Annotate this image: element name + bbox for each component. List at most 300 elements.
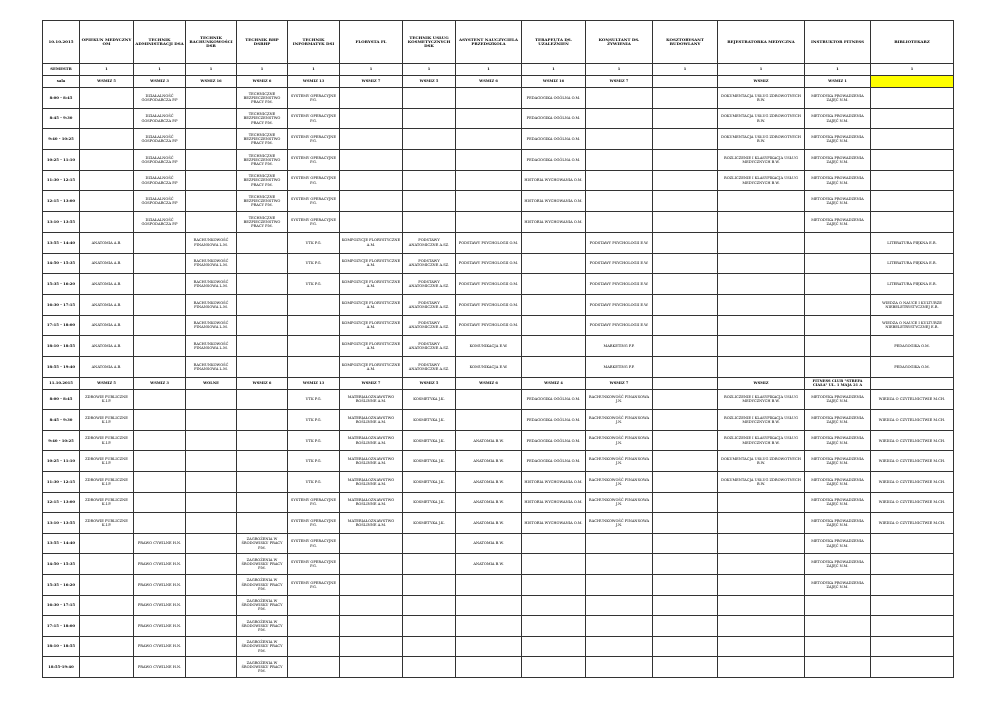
class-cell[interactable]: KOSMETYKA J.K. — [403, 410, 456, 431]
class-cell[interactable]: DZIAŁALNOŚĆ GOSPODARCZA P.P — [134, 129, 186, 150]
class-cell[interactable] — [522, 232, 586, 253]
class-cell[interactable]: PODSTAWY ANATOMICZNE A.SZ. — [403, 294, 456, 315]
class-cell[interactable]: PODSTAWY ANATOMICZNE A.SZ. — [403, 356, 456, 377]
class-cell[interactable]: METODYKA PROWADZENIA ZAJĘĆ N.M. — [805, 410, 871, 431]
class-cell[interactable]: LITERATURA PIĘKNA E.R. — [871, 253, 954, 274]
class-cell[interactable]: KOSMETYKA J.K. — [403, 389, 456, 410]
class-cell[interactable]: KOSMETYKA J.K. — [403, 513, 456, 534]
class-cell[interactable] — [237, 356, 288, 377]
class-cell[interactable]: DOKUMENTACJA USŁUG ZDROWOTNYCH B.W. — [718, 129, 805, 150]
class-cell[interactable]: SYSTEMY OPERACYJNE P.G. — [288, 513, 340, 534]
class-cell[interactable]: RACHUNKOWOŚĆ FINANSOWA L.M. — [186, 294, 237, 315]
class-cell[interactable] — [805, 356, 871, 377]
class-cell[interactable]: HISTORIA WYCHOWANIA O.M. — [522, 472, 586, 493]
class-cell[interactable]: MARKETING P.P. — [586, 356, 653, 377]
class-cell[interactable]: PRAWO CYWILNE H.N. — [134, 554, 186, 575]
class-cell[interactable] — [522, 315, 586, 336]
class-cell[interactable] — [718, 274, 805, 295]
class-cell[interactable] — [653, 595, 718, 616]
class-cell[interactable] — [653, 336, 718, 357]
class-cell[interactable] — [653, 410, 718, 431]
class-cell[interactable] — [134, 430, 186, 451]
class-cell[interactable] — [186, 533, 237, 554]
class-cell[interactable]: MATERIAŁOZNAWSTWO ROŚLINNE A.M. — [340, 492, 403, 513]
class-cell[interactable] — [586, 533, 653, 554]
class-cell[interactable] — [186, 636, 237, 657]
class-cell[interactable]: ANATOMIA A.B. — [80, 356, 134, 377]
class-cell[interactable]: HISTORIA WYCHOWANIA O.M. — [522, 212, 586, 233]
class-cell[interactable]: RACHUNKOWOŚĆ FINANSOWA L.M. — [186, 232, 237, 253]
class-cell[interactable] — [237, 232, 288, 253]
class-cell[interactable]: SYSTEMY OPERACYJNE P.G. — [288, 574, 340, 595]
class-cell[interactable] — [522, 554, 586, 575]
class-cell[interactable]: MATERIAŁOZNAWSTWO ROŚLINNE A.M. — [340, 451, 403, 472]
class-cell[interactable] — [718, 336, 805, 357]
class-cell[interactable]: RACHUNKOWOŚĆ FINANSOWA L.M. — [186, 356, 237, 377]
class-cell[interactable] — [871, 108, 954, 129]
class-cell[interactable] — [653, 294, 718, 315]
class-cell[interactable] — [186, 212, 237, 233]
class-cell[interactable] — [80, 574, 134, 595]
class-cell[interactable] — [186, 389, 237, 410]
class-cell[interactable] — [237, 274, 288, 295]
class-cell[interactable] — [522, 574, 586, 595]
class-cell[interactable] — [718, 232, 805, 253]
class-cell[interactable] — [340, 533, 403, 554]
class-cell[interactable]: WIEDZA O CZYTELNICTWIE M.CH. — [871, 472, 954, 493]
class-cell[interactable]: WIEDZA O CZYTELNICTWIE M.CH. — [871, 492, 954, 513]
class-cell[interactable]: PEDAGOGIKA OGÓLNA O.M. — [522, 451, 586, 472]
class-cell[interactable] — [456, 574, 522, 595]
class-cell[interactable] — [653, 554, 718, 575]
class-cell[interactable]: WIEDZA O CZYTELNICTWIE M.CH. — [871, 451, 954, 472]
class-cell[interactable]: WIEDZA O CZYTELNICTWIE M.CH. — [871, 513, 954, 534]
class-cell[interactable] — [186, 513, 237, 534]
class-cell[interactable]: KOMUNIKACJA E.W. — [456, 336, 522, 357]
class-cell[interactable]: KOSMETYKA J.K. — [403, 492, 456, 513]
class-cell[interactable]: KOMPOZYCJE FLORYSTYCZNE A.M. — [340, 315, 403, 336]
class-cell[interactable] — [653, 533, 718, 554]
class-cell[interactable] — [340, 191, 403, 212]
class-cell[interactable] — [522, 253, 586, 274]
class-cell[interactable]: SYSTEMY OPERACYJNE P.G. — [288, 108, 340, 129]
class-cell[interactable]: MATERIAŁOZNAWSTWO ROŚLINNE A.M. — [340, 430, 403, 451]
class-cell[interactable] — [653, 88, 718, 109]
class-cell[interactable] — [456, 595, 522, 616]
class-cell[interactable] — [522, 294, 586, 315]
class-cell[interactable] — [340, 150, 403, 171]
class-cell[interactable] — [80, 554, 134, 575]
class-cell[interactable] — [871, 150, 954, 171]
class-cell[interactable] — [340, 170, 403, 191]
class-cell[interactable]: UTK P.G. — [288, 430, 340, 451]
class-cell[interactable] — [805, 616, 871, 637]
class-cell[interactable]: WIEDZA O CZYTELNICTWIE M.CH. — [871, 430, 954, 451]
class-cell[interactable] — [340, 212, 403, 233]
class-cell[interactable]: HISTORIA WYCHOWANIA O.M. — [522, 513, 586, 534]
class-cell[interactable] — [522, 636, 586, 657]
class-cell[interactable] — [456, 389, 522, 410]
class-cell[interactable]: MATERIAŁOZNAWSTWO ROŚLINNE A.M. — [340, 389, 403, 410]
class-cell[interactable] — [80, 533, 134, 554]
class-cell[interactable] — [456, 636, 522, 657]
class-cell[interactable] — [186, 616, 237, 637]
class-cell[interactable] — [186, 150, 237, 171]
class-cell[interactable] — [237, 430, 288, 451]
class-cell[interactable] — [653, 170, 718, 191]
class-cell[interactable]: ANATOMIA B.W. — [456, 430, 522, 451]
class-cell[interactable] — [522, 616, 586, 637]
class-cell[interactable] — [237, 410, 288, 431]
class-cell[interactable]: LITERATURA PIĘKNA E.R. — [871, 232, 954, 253]
class-cell[interactable] — [340, 554, 403, 575]
class-cell[interactable]: PRAWO CYWILNE H.N. — [134, 616, 186, 637]
class-cell[interactable]: DOKUMENTACJA USŁUG ZDROWOTNYCH B.W. — [718, 108, 805, 129]
class-cell[interactable] — [80, 212, 134, 233]
class-cell[interactable]: DZIAŁALNOŚĆ GOSPODARCZA P.P — [134, 150, 186, 171]
class-cell[interactable]: TECHNICZNE BEZPIECZEŃSTWO PRACY P.M. — [237, 191, 288, 212]
class-cell[interactable]: RACHUNKOWOŚĆ FINANSOWA J.N. — [586, 492, 653, 513]
class-cell[interactable]: ROZLICZENIE I KLASYFIKACJA USŁUG MEDYCZNYCH B.W. — [718, 170, 805, 191]
class-cell[interactable] — [586, 150, 653, 171]
class-cell[interactable] — [186, 410, 237, 431]
class-cell[interactable] — [871, 595, 954, 616]
class-cell[interactable] — [871, 191, 954, 212]
class-cell[interactable] — [871, 636, 954, 657]
class-cell[interactable] — [186, 657, 237, 678]
class-cell[interactable]: PODSTAWY PSYCHOLOGII E.W. — [586, 315, 653, 336]
class-cell[interactable] — [586, 554, 653, 575]
class-cell[interactable]: KOMPOZYCJE FLORYSTYCZNE A.M. — [340, 274, 403, 295]
class-cell[interactable] — [653, 492, 718, 513]
class-cell[interactable]: PEDAGOGIKA OGÓLNA O.M. — [522, 108, 586, 129]
class-cell[interactable]: PODSTAWY ANATOMICZNE A.SZ. — [403, 274, 456, 295]
class-cell[interactable] — [718, 554, 805, 575]
class-cell[interactable]: PEDAGOGIKA OGÓLNA O.M. — [522, 410, 586, 431]
class-cell[interactable] — [718, 513, 805, 534]
class-cell[interactable]: ANATOMIA B.W. — [456, 533, 522, 554]
class-cell[interactable]: HISTORIA WYCHOWANIA O.M. — [522, 191, 586, 212]
class-cell[interactable] — [403, 595, 456, 616]
class-cell[interactable]: METODYKA PROWADZENIA ZAJĘĆ N.M. — [805, 170, 871, 191]
class-cell[interactable] — [586, 191, 653, 212]
class-cell[interactable]: PEDAGOGIKA OGÓLNA O.M. — [522, 150, 586, 171]
class-cell[interactable] — [871, 533, 954, 554]
class-cell[interactable]: ZDROWIE PUBLICZNE K.I.P. — [80, 472, 134, 493]
class-cell[interactable] — [653, 274, 718, 295]
class-cell[interactable] — [718, 356, 805, 377]
class-cell[interactable] — [805, 253, 871, 274]
class-cell[interactable] — [134, 253, 186, 274]
class-cell[interactable]: DZIAŁALNOŚĆ GOSPODARCZA P.P — [134, 191, 186, 212]
class-cell[interactable] — [80, 88, 134, 109]
class-cell[interactable] — [403, 170, 456, 191]
class-cell[interactable]: PODSTAWY PSYCHOLOGII E.W. — [586, 253, 653, 274]
class-cell[interactable] — [403, 533, 456, 554]
class-cell[interactable]: PRAWO CYWILNE H.N. — [134, 636, 186, 657]
class-cell[interactable] — [718, 657, 805, 678]
class-cell[interactable] — [718, 595, 805, 616]
class-cell[interactable]: TECHNICZNE BEZPIECZEŃSTWO PRACY P.M. — [237, 129, 288, 150]
class-cell[interactable] — [718, 616, 805, 637]
class-cell[interactable] — [134, 389, 186, 410]
class-cell[interactable]: RACHUNKOWOŚĆ FINANSOWA J.N. — [586, 451, 653, 472]
class-cell[interactable]: UTK P.G. — [288, 451, 340, 472]
class-cell[interactable] — [403, 150, 456, 171]
class-cell[interactable] — [456, 88, 522, 109]
class-cell[interactable] — [522, 336, 586, 357]
class-cell[interactable] — [718, 315, 805, 336]
class-cell[interactable] — [237, 492, 288, 513]
class-cell[interactable] — [237, 472, 288, 493]
class-cell[interactable]: WIEDZA O CZYTELNICTWIE M.CH. — [871, 410, 954, 431]
class-cell[interactable]: DZIAŁALNOŚĆ GOSPODARCZA P.P — [134, 108, 186, 129]
class-cell[interactable] — [653, 212, 718, 233]
class-cell[interactable]: METODYKA PROWADZENIA ZAJĘĆ N.M. — [805, 472, 871, 493]
class-cell[interactable]: WIEDZA O NAUCE I KULTURZE NIEBELETRYSTYCZNEJ E.R. — [871, 315, 954, 336]
class-cell[interactable]: PEDAGOGIKA O.M. — [871, 336, 954, 357]
class-cell[interactable] — [653, 636, 718, 657]
class-cell[interactable] — [522, 274, 586, 295]
class-cell[interactable]: PRAWO CYWILNE H.N. — [134, 533, 186, 554]
class-cell[interactable]: HISTORIA WYCHOWANIA O.M. — [522, 492, 586, 513]
class-cell[interactable]: ANATOMIA B.W. — [456, 492, 522, 513]
class-cell[interactable] — [871, 170, 954, 191]
class-cell[interactable]: SYSTEMY OPERACYJNE P.G. — [288, 492, 340, 513]
class-cell[interactable]: ZDROWIE PUBLICZNE K.I.P. — [80, 430, 134, 451]
class-cell[interactable]: HISTORIA WYCHOWANIA O.M. — [522, 170, 586, 191]
class-cell[interactable] — [718, 294, 805, 315]
class-cell[interactable] — [805, 657, 871, 678]
class-cell[interactable]: METODYKA PROWADZENIA ZAJĘĆ N.M. — [805, 150, 871, 171]
class-cell[interactable] — [871, 616, 954, 637]
class-cell[interactable]: KOMPOZYCJE FLORYSTYCZNE A.M. — [340, 294, 403, 315]
class-cell[interactable] — [237, 389, 288, 410]
class-cell[interactable]: MATERIAŁOZNAWSTWO ROŚLINNE A.M. — [340, 472, 403, 493]
class-cell[interactable] — [340, 657, 403, 678]
class-cell[interactable]: TECHNICZNE BEZPIECZEŃSTWO PRACY P.M. — [237, 170, 288, 191]
class-cell[interactable]: DOKUMENTACJA USŁUG ZDROWOTNYCH B.W. — [718, 88, 805, 109]
class-cell[interactable] — [586, 595, 653, 616]
class-cell[interactable] — [186, 554, 237, 575]
class-cell[interactable] — [80, 129, 134, 150]
class-cell[interactable] — [871, 212, 954, 233]
class-cell[interactable]: SYSTEMY OPERACYJNE P.G. — [288, 88, 340, 109]
class-cell[interactable] — [237, 315, 288, 336]
class-cell[interactable]: KOMPOZYCJE FLORYSTYCZNE A.M. — [340, 253, 403, 274]
class-cell[interactable] — [403, 657, 456, 678]
class-cell[interactable]: METODYKA PROWADZENIA ZAJĘĆ N.M. — [805, 574, 871, 595]
class-cell[interactable] — [456, 170, 522, 191]
class-cell[interactable] — [237, 336, 288, 357]
class-cell[interactable]: ZAGROŻENIA W ŚRODOWISKU PRACY P.M. — [237, 554, 288, 575]
class-cell[interactable] — [340, 108, 403, 129]
class-cell[interactable] — [80, 636, 134, 657]
class-cell[interactable]: PODSTAWY PSYCHOLOGII O.M. — [456, 315, 522, 336]
class-cell[interactable] — [653, 150, 718, 171]
class-cell[interactable] — [718, 574, 805, 595]
class-cell[interactable] — [456, 191, 522, 212]
class-cell[interactable]: SYSTEMY OPERACYJNE P.G. — [288, 129, 340, 150]
class-cell[interactable] — [805, 274, 871, 295]
class-cell[interactable]: PEDAGOGIKA OGÓLNA O.M. — [522, 88, 586, 109]
class-cell[interactable]: METODYKA PROWADZENIA ZAJĘĆ N.M. — [805, 191, 871, 212]
class-cell[interactable]: PODSTAWY ANATOMICZNE A.SZ. — [403, 253, 456, 274]
class-cell[interactable]: KOSMETYKA J.K. — [403, 451, 456, 472]
class-cell[interactable] — [805, 636, 871, 657]
class-cell[interactable]: PODSTAWY PSYCHOLOGII O.M. — [456, 253, 522, 274]
class-cell[interactable] — [403, 574, 456, 595]
class-cell[interactable]: TECHNICZNE BEZPIECZEŃSTWO PRACY P.M. — [237, 88, 288, 109]
class-cell[interactable] — [288, 657, 340, 678]
class-cell[interactable] — [80, 170, 134, 191]
class-cell[interactable] — [134, 472, 186, 493]
class-cell[interactable] — [186, 170, 237, 191]
class-cell[interactable] — [186, 88, 237, 109]
class-cell[interactable] — [340, 574, 403, 595]
class-cell[interactable]: RACHUNKOWOŚĆ FINANSOWA J.N. — [586, 430, 653, 451]
class-cell[interactable]: UTK P.G. — [288, 410, 340, 431]
class-cell[interactable]: WIEDZA O NAUCE I KULTURZE NIEBELETRYSTYCZNEJ E.R. — [871, 294, 954, 315]
class-cell[interactable] — [340, 616, 403, 637]
class-cell[interactable]: PODSTAWY PSYCHOLOGII E.W. — [586, 274, 653, 295]
class-cell[interactable] — [134, 451, 186, 472]
class-cell[interactable] — [871, 657, 954, 678]
class-cell[interactable] — [340, 88, 403, 109]
class-cell[interactable]: KOSMETYKA J.K. — [403, 430, 456, 451]
class-cell[interactable]: ANATOMIA B.W. — [456, 554, 522, 575]
class-cell[interactable] — [805, 595, 871, 616]
class-cell[interactable]: ROZLICZENIE I KLASYFIKACJA USŁUG MEDYCZNYCH B.W. — [718, 410, 805, 431]
class-cell[interactable]: ZAGROŻENIA W ŚRODOWISKU PRACY P.M. — [237, 533, 288, 554]
class-cell[interactable]: UTK P.G. — [288, 232, 340, 253]
class-cell[interactable]: KOMUNIKACJA E.W. — [456, 356, 522, 377]
class-cell[interactable]: RACHUNKOWOŚĆ FINANSOWA L.M. — [186, 274, 237, 295]
class-cell[interactable]: DZIAŁALNOŚĆ GOSPODARCZA P.P — [134, 88, 186, 109]
class-cell[interactable] — [653, 451, 718, 472]
class-cell[interactable] — [288, 616, 340, 637]
class-cell[interactable] — [186, 574, 237, 595]
class-cell[interactable] — [586, 212, 653, 233]
class-cell[interactable] — [653, 472, 718, 493]
class-cell[interactable] — [134, 315, 186, 336]
class-cell[interactable] — [403, 129, 456, 150]
class-cell[interactable] — [134, 336, 186, 357]
class-cell[interactable] — [403, 88, 456, 109]
class-cell[interactable] — [134, 274, 186, 295]
class-cell[interactable] — [288, 294, 340, 315]
class-cell[interactable] — [805, 232, 871, 253]
class-cell[interactable] — [186, 451, 237, 472]
class-cell[interactable]: PEDAGOGIKA OGÓLNA O.M. — [522, 430, 586, 451]
class-cell[interactable]: ZDROWIE PUBLICZNE K.I.P. — [80, 451, 134, 472]
class-cell[interactable]: KOMPOZYCJE FLORYSTYCZNE A.M. — [340, 336, 403, 357]
class-cell[interactable] — [80, 150, 134, 171]
class-cell[interactable] — [718, 212, 805, 233]
class-cell[interactable] — [522, 533, 586, 554]
class-cell[interactable]: PODSTAWY PSYCHOLOGII E.W. — [586, 232, 653, 253]
class-cell[interactable]: ANATOMIA A.B. — [80, 232, 134, 253]
class-cell[interactable]: METODYKA PROWADZENIA ZAJĘĆ N.M. — [805, 513, 871, 534]
class-cell[interactable] — [586, 657, 653, 678]
class-cell[interactable]: DOKUMENTACJA USŁUG ZDROWOTNYCH B.W. — [718, 451, 805, 472]
class-cell[interactable] — [871, 88, 954, 109]
class-cell[interactable] — [403, 636, 456, 657]
class-cell[interactable]: METODYKA PROWADZENIA ZAJĘĆ N.M. — [805, 533, 871, 554]
class-cell[interactable] — [871, 129, 954, 150]
class-cell[interactable] — [134, 410, 186, 431]
class-cell[interactable]: ANATOMIA A.B. — [80, 336, 134, 357]
class-cell[interactable] — [186, 472, 237, 493]
class-cell[interactable] — [134, 513, 186, 534]
class-cell[interactable]: ZAGROŻENIA W ŚRODOWISKU PRACY P.M. — [237, 616, 288, 637]
class-cell[interactable] — [288, 315, 340, 336]
class-cell[interactable]: SYSTEMY OPERACYJNE P.G. — [288, 554, 340, 575]
class-cell[interactable]: KOSMETYKA J.K. — [403, 472, 456, 493]
class-cell[interactable]: TECHNICZNE BEZPIECZEŃSTWO PRACY P.M. — [237, 212, 288, 233]
class-cell[interactable]: ZAGROŻENIA W ŚRODOWISKU PRACY P.M. — [237, 595, 288, 616]
class-cell[interactable]: METODYKA PROWADZENIA ZAJĘĆ N.M. — [805, 88, 871, 109]
class-cell[interactable]: TECHNICZNE BEZPIECZEŃSTWO PRACY P.M. — [237, 108, 288, 129]
class-cell[interactable] — [805, 294, 871, 315]
class-cell[interactable] — [186, 108, 237, 129]
class-cell[interactable] — [586, 129, 653, 150]
class-cell[interactable] — [653, 430, 718, 451]
class-cell[interactable]: UTK P.G. — [288, 274, 340, 295]
class-cell[interactable]: ANATOMIA A.B. — [80, 253, 134, 274]
class-cell[interactable]: MARKETING P.P. — [586, 336, 653, 357]
class-cell[interactable] — [340, 636, 403, 657]
class-cell[interactable]: DZIAŁALNOŚĆ GOSPODARCZA P.P — [134, 170, 186, 191]
class-cell[interactable]: PODSTAWY PSYCHOLOGII E.W. — [586, 294, 653, 315]
class-cell[interactable]: PRAWO CYWILNE H.N. — [134, 595, 186, 616]
class-cell[interactable] — [186, 129, 237, 150]
class-cell[interactable] — [186, 430, 237, 451]
class-cell[interactable] — [586, 108, 653, 129]
class-cell[interactable] — [456, 212, 522, 233]
class-cell[interactable]: PODSTAWY ANATOMICZNE A.SZ. — [403, 232, 456, 253]
class-cell[interactable]: PODSTAWY PSYCHOLOGII O.M. — [456, 232, 522, 253]
class-cell[interactable] — [403, 616, 456, 637]
class-cell[interactable] — [340, 129, 403, 150]
class-cell[interactable]: ZDROWIE PUBLICZNE K.I.P. — [80, 492, 134, 513]
class-cell[interactable] — [653, 232, 718, 253]
class-cell[interactable]: METODYKA PROWADZENIA ZAJĘĆ N.M. — [805, 430, 871, 451]
class-cell[interactable]: KOMPOZYCJE FLORYSTYCZNE A.M. — [340, 232, 403, 253]
class-cell[interactable]: ROZLICZENIE I KLASYFIKACJA USŁUG MEDYCZNYCH B.W. — [718, 389, 805, 410]
class-cell[interactable] — [80, 595, 134, 616]
class-cell[interactable] — [403, 554, 456, 575]
class-cell[interactable] — [237, 451, 288, 472]
class-cell[interactable]: SYSTEMY OPERACYJNE P.G. — [288, 150, 340, 171]
class-cell[interactable]: SYSTEMY OPERACYJNE P.G. — [288, 212, 340, 233]
class-cell[interactable] — [586, 574, 653, 595]
class-cell[interactable]: WIEDZA O CZYTELNICTWIE M.CH. — [871, 389, 954, 410]
class-cell[interactable] — [80, 657, 134, 678]
class-cell[interactable] — [288, 636, 340, 657]
class-cell[interactable]: RACHUNKOWOŚĆ FINANSOWA J.N. — [586, 472, 653, 493]
class-cell[interactable]: TECHNICZNE BEZPIECZEŃSTWO PRACY P.M. — [237, 150, 288, 171]
class-cell[interactable]: KOMPOZYCJE FLORYSTYCZNE A.M. — [340, 356, 403, 377]
class-cell[interactable]: PODSTAWY PSYCHOLOGII O.M. — [456, 274, 522, 295]
class-cell[interactable]: SYSTEMY OPERACYJNE P.G. — [288, 191, 340, 212]
class-cell[interactable]: UTK P.G. — [288, 253, 340, 274]
class-cell[interactable] — [653, 389, 718, 410]
class-cell[interactable] — [653, 616, 718, 637]
class-cell[interactable]: ROZLICZENIE I KLASYFIKACJA USŁUG MEDYCZNYCH B.W. — [718, 150, 805, 171]
class-cell[interactable]: PEDAGOGIKA OGÓLNA O.M. — [522, 129, 586, 150]
class-cell[interactable] — [456, 129, 522, 150]
